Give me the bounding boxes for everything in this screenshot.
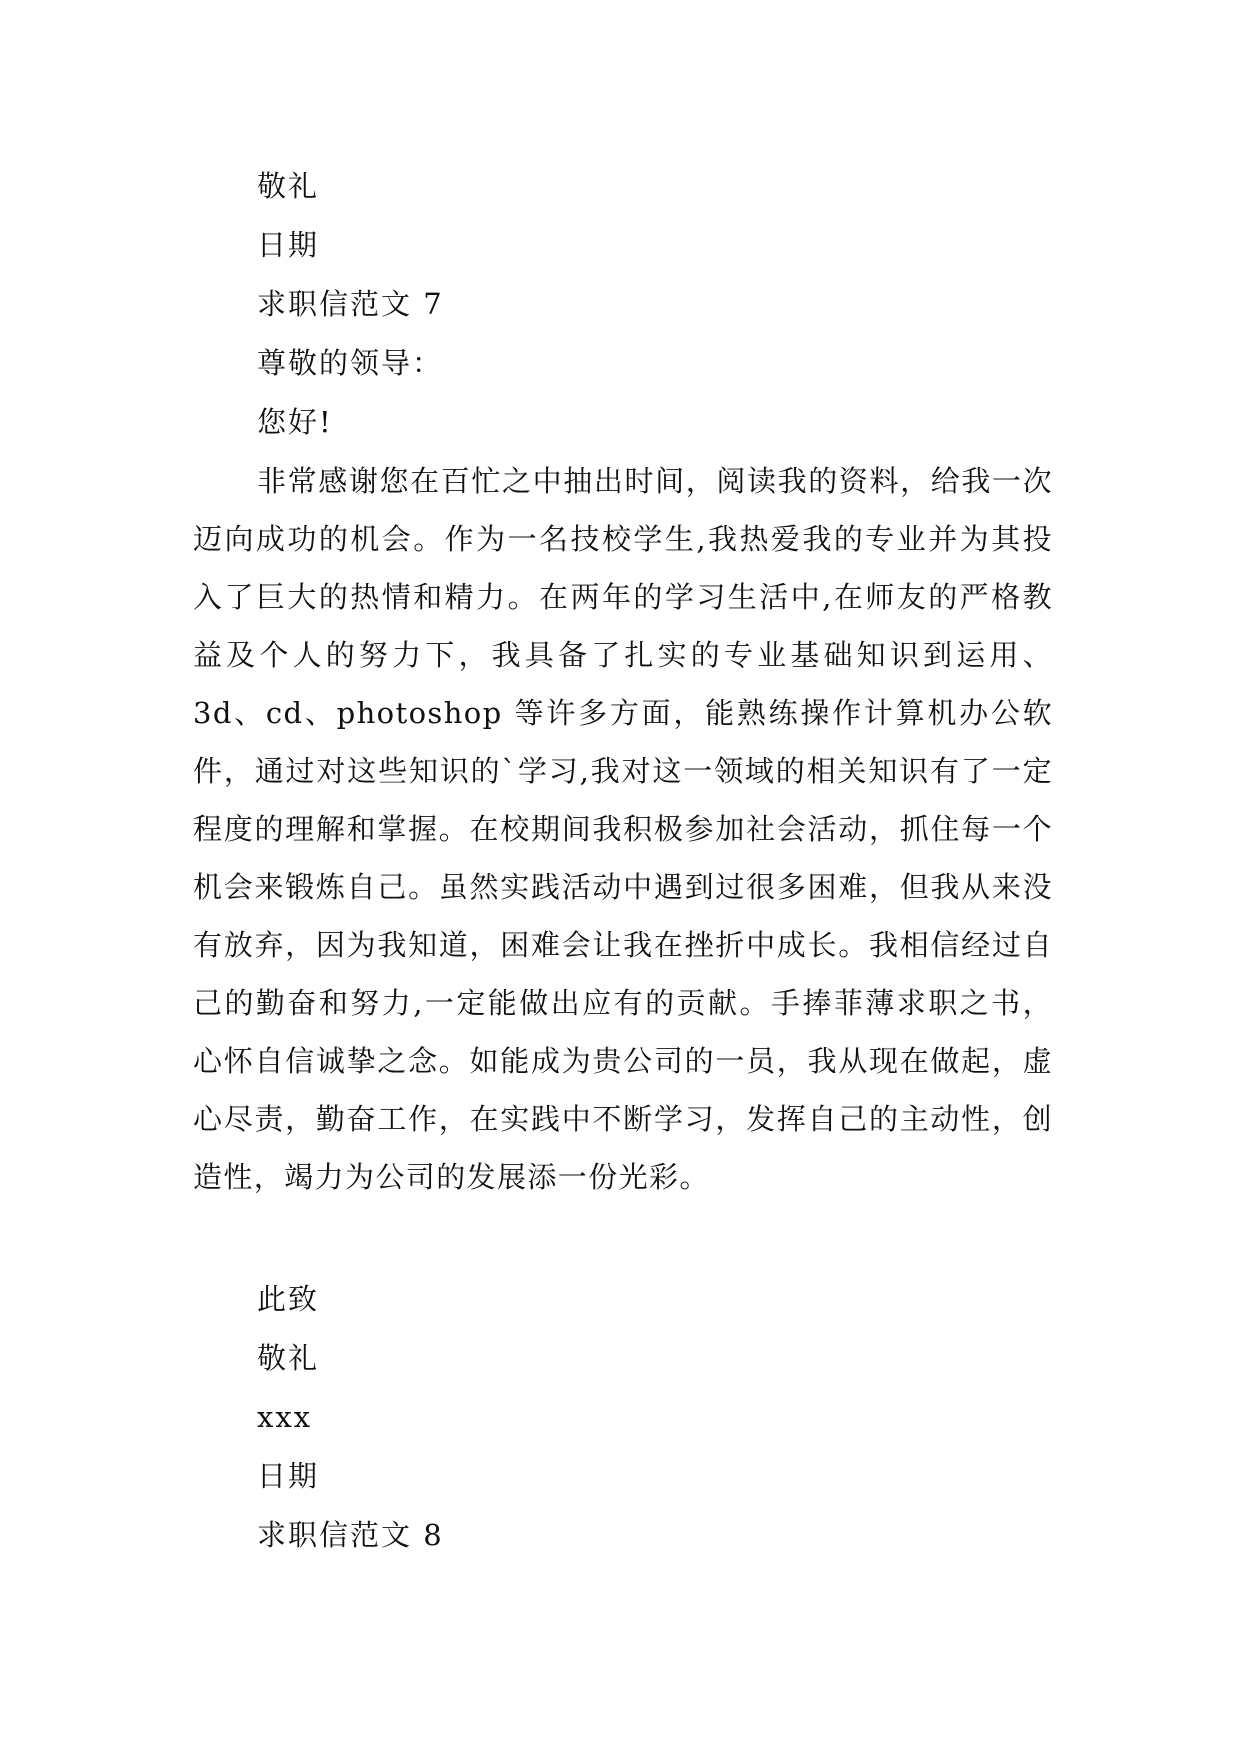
salutation: 尊敬的领导： — [257, 346, 444, 380]
letter-body: 非常感谢您在百忙之中抽出时间，阅读我的资料，给我一次迈向成功的机会。作为一名技校学生,我热爱我的专业并为其投入了巨大的热情和精力。在两年的学习生活中,在师友的严格教益及个人的努力下，我具备了扎实的专业基础知识到运用、3d、cd、photoshop 等许多方面，能熟练操作计算机办公软件，通过对这些知识的`学习,我对这一领域的相关知识有了一定程度的理解和掌握。在校期间我积极参加社会活动，抓住每一个机会来锻炼自己。虽然实践活动中遇到过很多困难，但我从来没有放弃，因为我知道，困难会让我在挫折中成长。我相信经过自己的勤奋和努力,一定能做出应有的贡献。手捧菲薄求职之书，心怀自信诚挚之念。如能成为贵公司的一员，我从现在做起，虚心尽责，勤奋工作，在实践中不断学习，发挥自己的主动性，创造性，竭力为公司的发展添一份光彩。 — [193, 464, 1053, 1194]
signature: xxx — [257, 1400, 313, 1434]
section-heading: 求职信范文 7 — [257, 287, 444, 321]
date-label: 日期 — [257, 228, 320, 262]
date-label: 日期 — [257, 1459, 320, 1493]
greeting: 您好! — [257, 405, 333, 439]
closing-salute: 敬礼 — [257, 169, 320, 203]
section-heading: 求职信范文 8 — [257, 1518, 444, 1552]
closing-salute: 敬礼 — [257, 1341, 320, 1375]
closing-phrase: 此致 — [257, 1282, 320, 1316]
